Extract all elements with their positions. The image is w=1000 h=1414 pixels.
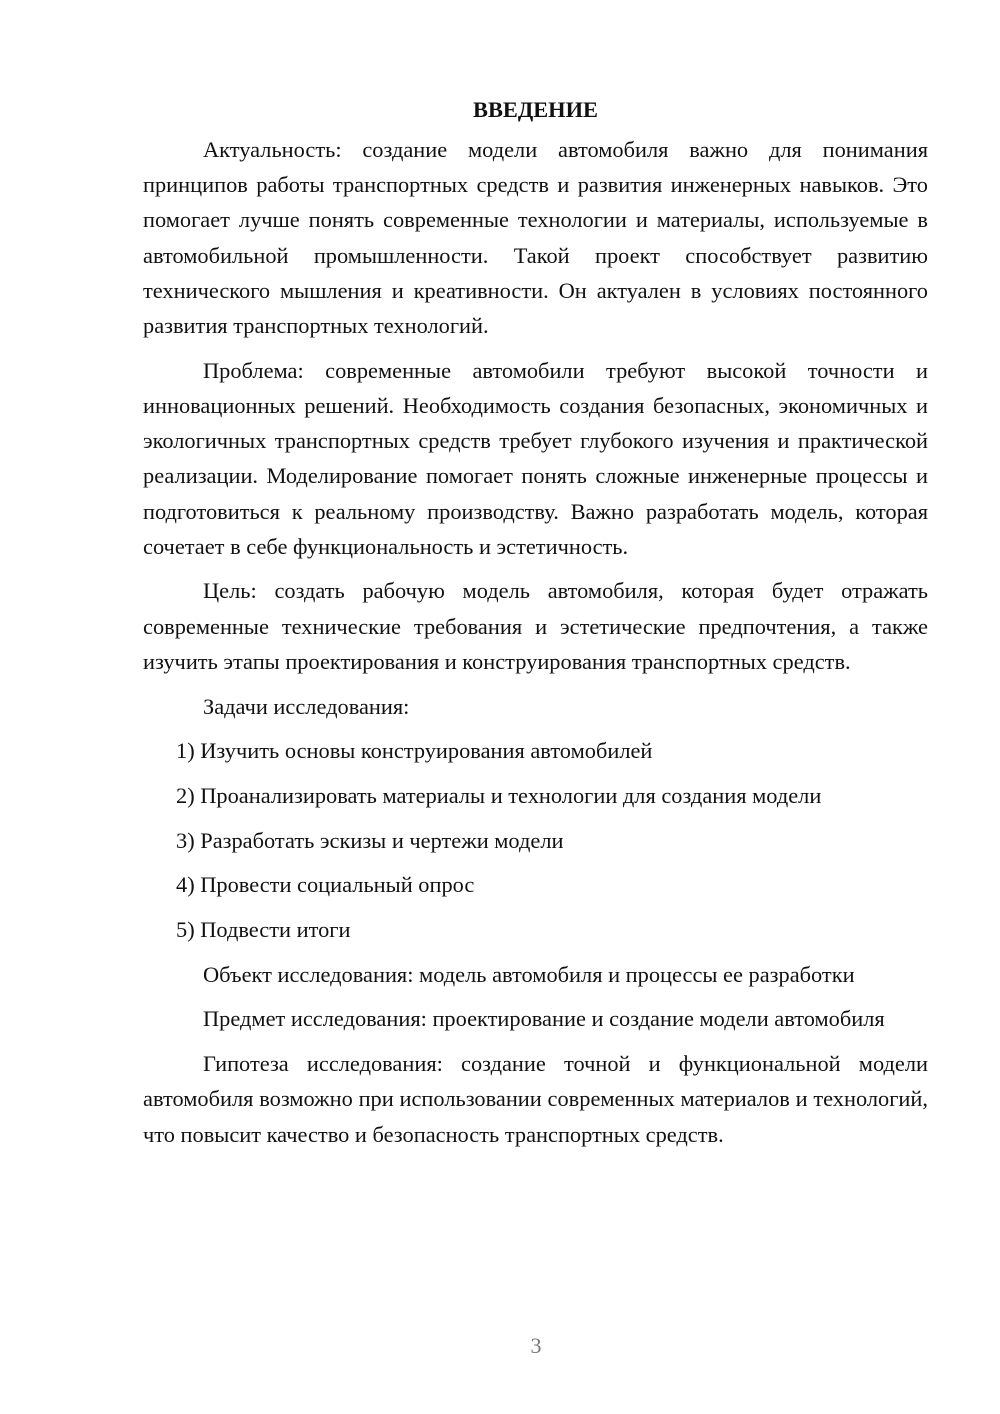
task-item-5: 5) Подвести итоги bbox=[176, 917, 351, 943]
page-number: 3 bbox=[530, 1333, 542, 1358]
task-item-1: 1) Изучить основы конструирования автомобилей bbox=[176, 738, 653, 764]
problem-paragraph: Проблема: современные автомобили требуют высокой точности и инновационных решений. Необходимость создания безопасных, экономичных и экологичных транспортных средств требует глубокого изучения и практической реализации. Моделирование помогает понять сложные инженерные процессы и подготовиться к реальному производству. Важно разработать модель, которая сочетает в себе функциональность и эстетичность. bbox=[143, 357, 928, 559]
task-item-3: 3) Разработать эскизы и чертежи модели bbox=[176, 827, 564, 853]
task-item-4: 4) Провести социальный опрос bbox=[176, 872, 475, 898]
task-item-2: 2) Проанализировать материалы и технологии для создания модели bbox=[176, 782, 822, 808]
tasks-heading: Задачи исследования: bbox=[203, 693, 410, 719]
page-title: ВВЕДЕНИЕ bbox=[473, 97, 598, 122]
hypothesis-paragraph: Гипотеза исследования: создание точной и функциональной модели автомобиля возможно при использовании современных материалов и технологий, что повысит качество и безопасность транспортных средств. bbox=[143, 1051, 928, 1147]
object-paragraph: Объект исследования: модель автомобиля и процессы ее разработки bbox=[203, 961, 855, 987]
goal-paragraph: Цель: создать рабочую модель автомобиля, которая будет отражать современные технические требования и эстетические предпочтения, а также изучить этапы проектирования и конструирования транспортных средств. bbox=[143, 578, 928, 674]
relevance-paragraph: Актуальность: создание модели автомобиля важно для понимания принципов работы транспортных средств и развития инженерных навыков. Это помогает лучше понять современные технологии и материалы, используемые в автомобильной промышленности. Такой проект способствует развитию технического мышления и креативности. Он актуален в условиях постоянного развития транспортных технологий. bbox=[143, 137, 928, 339]
subject-paragraph: Предмет исследования: проектирование и создание модели автомобиля bbox=[203, 1006, 885, 1032]
document-page bbox=[143, 92, 928, 1152]
